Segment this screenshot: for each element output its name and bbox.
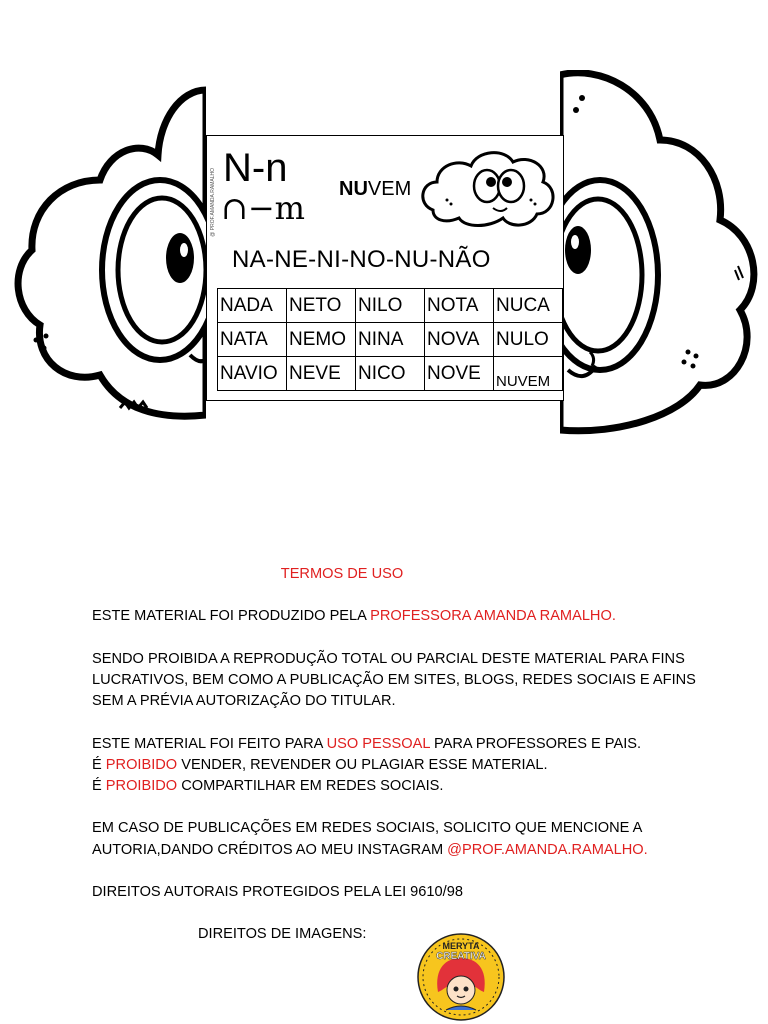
word-cell: NOVE <box>425 357 494 391</box>
author-name: PROFESSORA AMANDA RAMALHO. <box>370 608 616 625</box>
highlight-text: PROIBIDO <box>105 777 178 794</box>
word-row <box>218 289 563 323</box>
terms-text: SEM A PRÉVIA AUTORIZAÇÃO DO TITULAR. <box>92 693 396 710</box>
left-eye-icon <box>102 180 206 360</box>
terms-text: ESTE MATERIAL FOI FEITO PARA <box>92 735 327 752</box>
terms-text: É <box>92 777 106 794</box>
image-rights-label: DIREITOS DE IMAGENS: <box>198 926 367 943</box>
terms-text: COMPARTILHAR EM REDES SOCIAIS. <box>177 777 444 794</box>
letter-n-uppercase: N-n <box>223 146 288 190</box>
word-cell: NEVE <box>287 357 356 391</box>
terms-text: EM CASO DE PUBLICAÇÕES EM REDES SOCIAIS, SOLICITO QUE MENCIONE A <box>92 820 643 837</box>
logo-text-line2: CREATIVA <box>436 951 486 962</box>
terms-text: É <box>92 756 106 773</box>
word-cell: NUVEM <box>494 357 563 391</box>
keyword-nuvem <box>339 178 411 201</box>
word-cell: NEMO <box>287 323 356 357</box>
terms-text: LUCRATIVOS, BEM COMO A PUBLICAÇÃO EM SITES, BLOGS, REDES SOCIAIS E AFINS <box>92 671 696 688</box>
terms-paragraph-credits <box>92 818 732 860</box>
terms-paragraph-prohibition <box>92 649 732 713</box>
word-cell: NETO <box>287 289 356 323</box>
small-cloud-icon <box>419 144 557 228</box>
terms-paragraph-law: DIREITOS AUTORAIS PROTEGIDOS PELA LEI 9610/98 <box>92 883 463 900</box>
instagram-handle: @PROF.AMANDA.RAMALHO. <box>447 841 648 858</box>
syllable-row: NA-NE-NI-NO-NU-NÃO <box>232 246 491 273</box>
word-cell: NILO <box>356 289 425 323</box>
right-eye-icon <box>560 180 658 370</box>
terms-text: ESTE MATERIAL FOI PRODUZIDO PELA <box>92 608 371 625</box>
terms-text: AUTORIA,DANDO CRÉDITOS AO MEU INSTAGRAM <box>92 841 448 858</box>
word-cell: NOVA <box>425 323 494 357</box>
word-row <box>218 323 563 357</box>
terms-paragraph-author <box>92 606 732 627</box>
word-cell: NINA <box>356 323 425 357</box>
terms-of-use <box>92 564 732 967</box>
word-row <box>218 357 563 391</box>
keyword-rest: VEM <box>367 178 412 200</box>
word-cell: NULO <box>494 323 563 357</box>
word-cell: NADA <box>218 289 287 323</box>
keyword-syllable-bold: NU <box>339 178 368 200</box>
letter-n-activity-card <box>206 135 564 401</box>
terms-text: SENDO PROIBIDA A REPRODUÇÃO TOTAL OU PARCIAL DESTE MATERIAL PARA FINS <box>92 650 685 667</box>
word-cell: NAVIO <box>218 357 287 391</box>
word-cell: NATA <box>218 323 287 357</box>
terms-text: PARA PROFESSORES E PAIS. <box>429 735 642 752</box>
letter-n-cursive: ∩−m <box>221 189 305 227</box>
terms-paragraph-usage <box>92 734 732 798</box>
highlight-text: USO PESSOAL <box>326 735 430 752</box>
meryta-creativa-logo <box>416 932 506 1022</box>
right-cloud-illustration <box>560 70 768 440</box>
highlight-text: PROIBIDO <box>105 756 178 773</box>
terms-title: TERMOS DE USO <box>280 566 404 582</box>
logo-text-line1: MERYTA <box>442 941 480 951</box>
word-cell: NOTA <box>425 289 494 323</box>
word-grid <box>217 288 563 391</box>
word-cell: NUCA <box>494 289 563 323</box>
terms-text: VENDER, REVENDER OU PLAGIAR ESSE MATERIAL. <box>177 756 548 773</box>
word-cell: NICO <box>356 357 425 391</box>
author-credit-vertical: @ PROF.AMANDA.RAMALHO <box>210 168 216 237</box>
left-cloud-illustration <box>0 70 206 440</box>
